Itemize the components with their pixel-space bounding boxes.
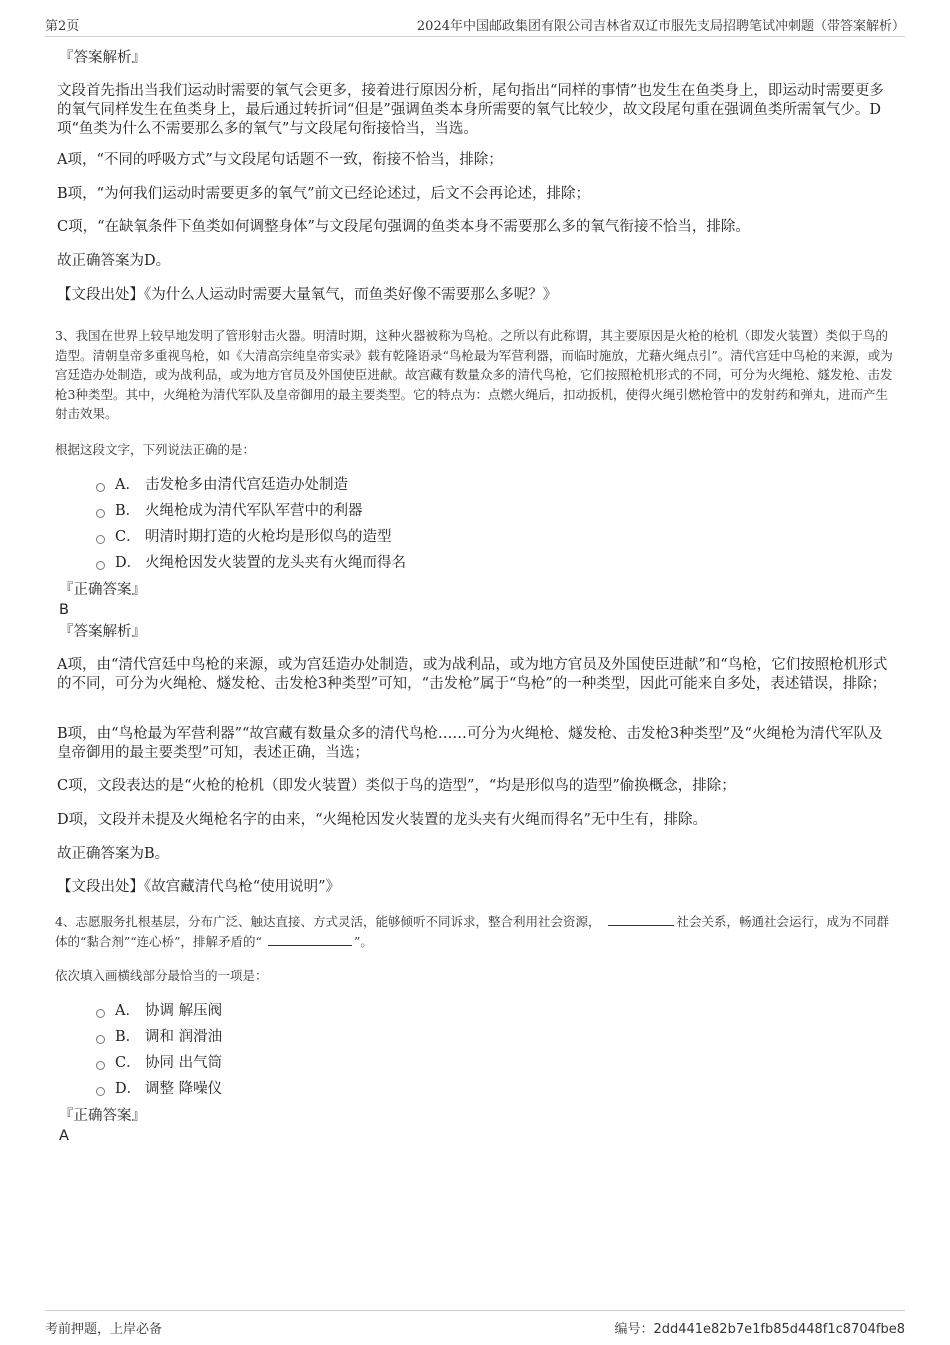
q4-prompt: 依次填入画横线部分最恰当的一项是：: [55, 968, 268, 983]
radio-icon[interactable]: [96, 1061, 105, 1070]
q3-options: [96, 472, 876, 576]
q2-source: 【文段出处】《为什么人运动时需要大量氧气，而鱼类好像不需要那么多呢？》: [57, 287, 558, 303]
q3-source: 【文段出处】《故宫藏清代鸟枪“使用说明”》: [57, 879, 341, 895]
q3-analysis-option-a: A项，由“清代宫廷中鸟枪的来源，或为宫廷造办处制造，或为战利品，或为地方官员及外国使臣进献”和“鸟枪，它们按照枪机形式的不同，可分为火绳枪、燧发枪、击发枪3种类型”可知，“击发枪”属于“鸟枪”的一种类型，因此可能来自多处，表述错误，排除；: [57, 657, 888, 692]
radio-icon[interactable]: [96, 483, 105, 492]
q2-analysis-option-a: A项，“不同的呼吸方式”与文段尾句话题不一致，衔接不恰当，排除；: [57, 152, 503, 168]
page-number: 第2页: [45, 19, 80, 34]
q3-option-d[interactable]: D． 火绳枪因发火装置的龙头夹有火绳而得名: [96, 550, 876, 576]
document-code: 编号：2dd441e82b7e1fb85d448f1c8704fbe8: [614, 1322, 905, 1337]
fill-blank-2[interactable]: [268, 933, 352, 946]
q3-analysis-label: 『答案解析』: [59, 624, 146, 640]
q3-option-b[interactable]: B． 火绳枪成为清代军队军营中的利器: [96, 498, 876, 524]
radio-icon[interactable]: [96, 1035, 105, 1044]
q4-option-b[interactable]: B． 调和 润滑油: [96, 1024, 876, 1050]
q3-stem: 3、我国在世界上较早地发明了管形射击火器。明清时期，这种火器被称为鸟枪。之所以有此称谓，其主要原因是火枪的枪机（即发火装置）类似于鸟的造型。清朝皇帝多重视鸟枪，如《大清高宗纯皇帝实录》载有乾隆语录“鸟枪最为军营利器，而临时施放，尤藉火绳点引”。清代宫廷中鸟枪的来源，或为宫廷造办处制造，或为战利品，或为地方官员及外国使臣进献。故宫藏有数量众多的清代鸟枪，它们按照枪机形式的不同，可分为火绳枪、燧发枪、击发枪3种类型。其中，火绳枪为清代军队及皇帝御用的最主要类型。它的特点为：点燃火绳后，扣动扳机，使得火绳引燃枪管中的发射药和弹丸，进而产生射击效果。: [55, 328, 893, 421]
q3-analysis-option-c: C项，文段表达的是“火枪的枪机（即发火装置）类似于鸟的造型”，“均是形似鸟的造型”偷换概念，排除；: [57, 778, 736, 794]
q3-analysis-option-b: B项，由“鸟枪最为军营利器”“故宫藏有数量众多的清代鸟枪……可分为火绳枪、燧发枪、击发枪3种类型”及“火绳枪为清代军队及皇帝御用的最主要类型”可知，表述正确，当选；: [57, 726, 883, 761]
page-header: [45, 12, 905, 37]
radio-icon[interactable]: [96, 509, 105, 518]
q3-analysis-option-d: D项，文段并未提及火绳枪名字的由来，“火绳枪因发火装置的龙头夹有火绳而得名”无中生有，排除。: [57, 812, 707, 828]
footer-slogan: 考前押题，上岸必备: [45, 1322, 163, 1337]
radio-icon[interactable]: [96, 561, 105, 570]
page-footer: [45, 1310, 905, 1337]
q3-prompt: 根据这段文字，下列说法正确的是：: [55, 442, 256, 457]
q3-conclusion: 故正确答案为B。: [57, 846, 170, 862]
q3-option-a[interactable]: A． 击发枪多由清代宫廷造办处制造: [96, 472, 876, 498]
q4-option-d[interactable]: D． 调整 降噪仪: [96, 1076, 876, 1102]
q4-stem: 4、志愿服务扎根基层，分布广泛、触达直接、方式灵活，能够倾听不同诉求，整合利用社会资源， 社会关系，畅通社会运行，成为不同群体的“黏合剂”“连心桥”，排解矛盾的“ ”。: [55, 914, 889, 949]
radio-icon[interactable]: [96, 535, 105, 544]
q4-answer-label: 『正确答案』: [59, 1108, 146, 1124]
document-title: 2024年中国邮政集团有限公司吉林省双辽市服先支局招聘笔试冲刺题（带答案解析）: [416, 19, 905, 34]
q2-analysis-label: 『答案解析』: [59, 50, 146, 66]
fill-blank-1[interactable]: [608, 913, 674, 926]
q2-conclusion: 故正确答案为D。: [57, 253, 171, 269]
q2-analysis-paragraph: 文段首先指出当我们运动时需要的氧气会更多，接着进行原因分析，尾句指出“同样的事情”也发生在鱼类身上，即运动时需要更多的氧气同样发生在鱼类身上，最后通过转折词“但是”强调鱼类本身所需要的氧气比较少，故文段尾句重在强调鱼类所需氧气少。D项“鱼类为什么不需要那么多的氧气”与文段尾句衔接恰当，当选。: [57, 83, 884, 137]
q4-option-c[interactable]: C． 协同 出气筒: [96, 1050, 876, 1076]
q2-analysis-option-b: B项，“为何我们运动时需要更多的氧气”前文已经论述过，后文不会再论述，排除；: [57, 186, 590, 202]
q3-answer: B: [59, 602, 69, 618]
radio-icon[interactable]: [96, 1009, 105, 1018]
q4-options: [96, 998, 876, 1102]
q3-answer-label: 『正确答案』: [59, 582, 146, 598]
radio-icon[interactable]: [96, 1087, 105, 1096]
q3-option-c[interactable]: C． 明清时期打造的火枪均是形似鸟的造型: [96, 524, 876, 550]
q2-analysis-option-c: C项，“在缺氧条件下鱼类如何调整身体”与文段尾句强调的鱼类本身不需要那么多的氧气衔接不恰当，排除。: [57, 219, 750, 235]
q4-option-a[interactable]: A． 协调 解压阀: [96, 998, 876, 1024]
q4-answer: A: [59, 1128, 69, 1144]
